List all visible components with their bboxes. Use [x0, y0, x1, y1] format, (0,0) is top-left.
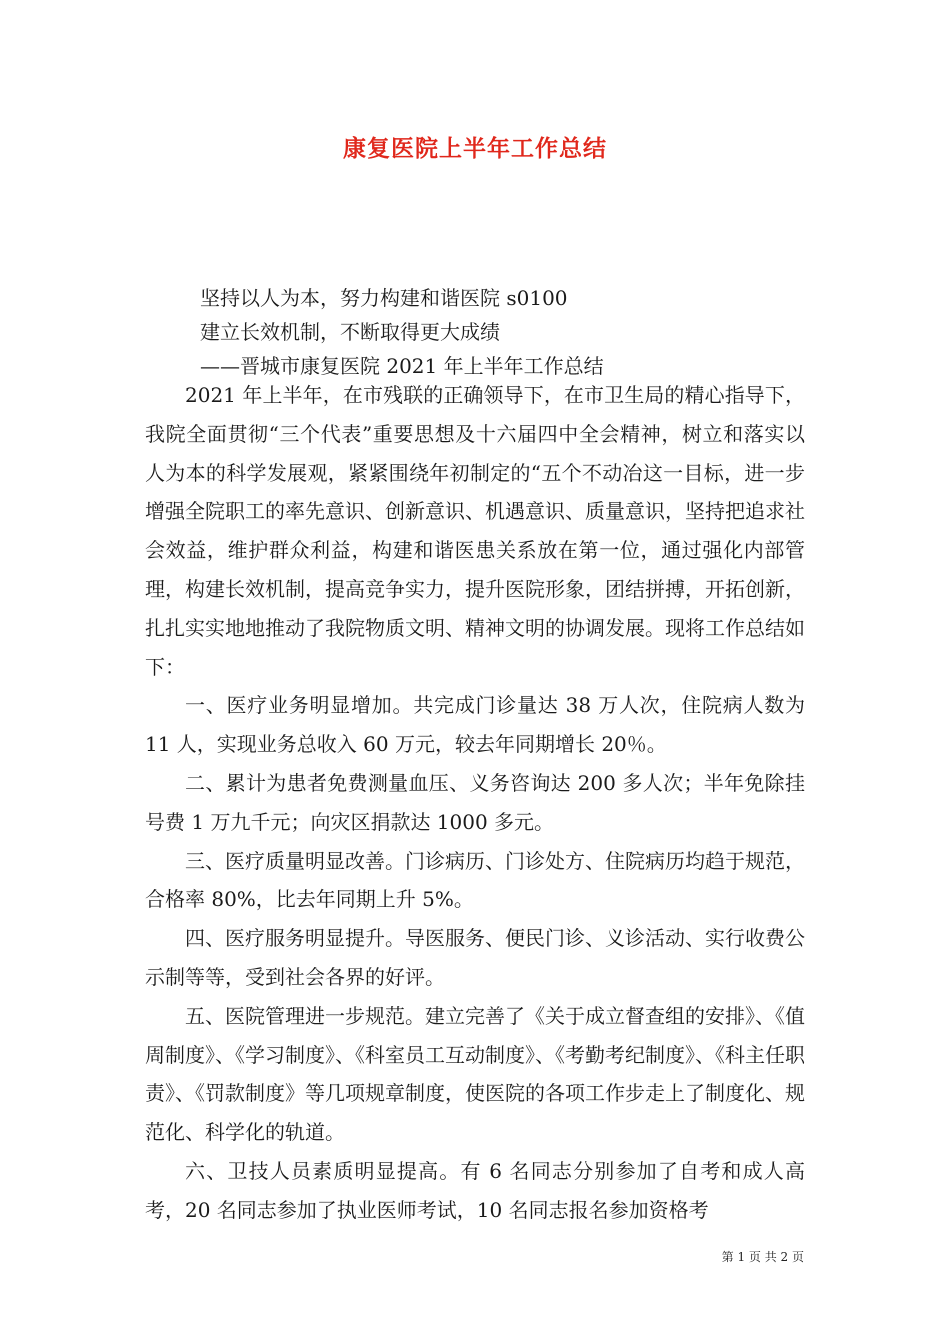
lead-line-1: 坚持以人为本，努力构建和谐医院 s0100: [200, 286, 568, 310]
lead-line-2: 建立长效机制，不断取得更大成绩: [200, 320, 500, 344]
document-body: [145, 376, 805, 1230]
paragraph-intro: 2021 年上半年，在市残联的正确领导下，在市卫生局的精心指导下，我院全面贯彻“三个代表”重要思想及十六届四中全会精神，树立和落实以人为本的科学发展观，紧紧围绕年初制定的“五个不动冶这一目标，进一步增强全院职工的率先意识、创新意识、机遇意识、质量意识，坚持把追求社会效益，维护群众利益，构建和谐医患关系放在第一位，通过强化内部管理，构建长效机制，提高竞争实力，提升医院形象，团结拼搏，开拓创新，扎扎实实地地推动了我院物质文明、精神文明的协调发展。现将工作总结如下：: [145, 383, 805, 679]
paragraph-2: 二、累计为患者免费测量血压、义务咨询达 200 多人次；半年免除挂号费 1 万九千元；向灾区捐款达 1000 多元。: [145, 770, 805, 834]
paragraph-3: 三、医疗质量明显改善。门诊病历、门诊处方、住院病历均趋于规范，合格率 80%，比去年同期上升 5%。: [145, 848, 805, 912]
paragraph-4: 四、医疗服务明显提升。导医服务、便民门诊、义诊活动、实行收费公示制等等，受到社会各界的好评。: [145, 926, 805, 989]
lead-line-3: ——晋城市康复医院 2021 年上半年工作总结: [200, 354, 604, 378]
paragraph-5: 五、医院管理进一步规范。建立完善了《关于成立督查组的安排》、《值周制度》、《学习制度》、《科室员工互动制度》、《考勤考纪制度》、《科主任职责》、《罚款制度》等几项规章制度，使医院的各项工作步走上了制度化、规范化、科学化的轨道。: [145, 1003, 805, 1145]
paragraph-1: 一、医疗业务明显增加。共完成门诊量达 38 万人次，住院病人数为 11 人，实现业务总收入 60 万元，较去年同期增长 20％。: [145, 693, 805, 757]
page-number: 第 1 页 共 2 页: [721, 1250, 804, 1264]
document-title: 康复医院上半年工作总结: [343, 135, 607, 162]
paragraph-6: 六、卫技人员素质明显提高。有 6 名同志分别参加了自考和成人高考，20 名同志参加了执业医师考试，10 名同志报名参加资格考: [145, 1158, 805, 1222]
